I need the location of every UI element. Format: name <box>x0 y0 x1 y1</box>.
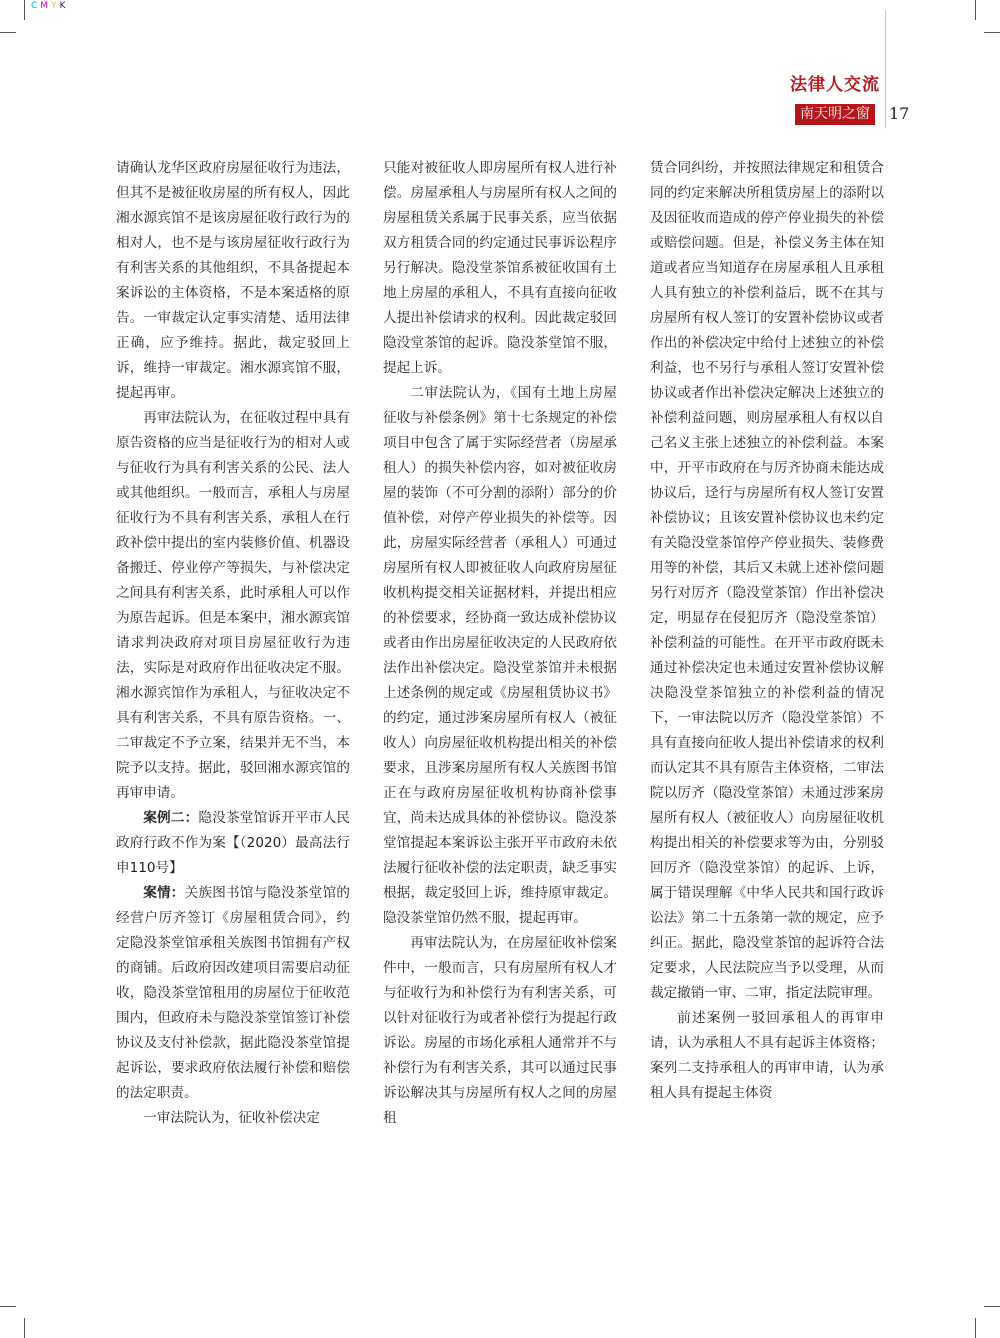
facts-heading: 案情： <box>143 885 185 901</box>
crop-mark-bottom-right-v <box>975 1318 976 1338</box>
paragraph <box>116 881 350 1106</box>
crop-mark-top-left-v <box>24 0 25 20</box>
paragraph-text: 一审法院认为，征收补偿决定 <box>143 1110 320 1126</box>
color-registration-bar <box>30 0 67 12</box>
paragraph <box>116 156 350 406</box>
paragraph-text: 隐没茶堂馆诉开平市人民政府行政不作为案【（2020）最高法行申110号】 <box>116 810 350 876</box>
black-mark: K <box>59 1 67 11</box>
crop-mark-top-right-v <box>975 0 976 20</box>
paragraph <box>116 806 350 881</box>
paragraph <box>650 1006 884 1106</box>
column-name-badge: 南天明之窗 <box>795 104 875 125</box>
crop-mark-bottom-left-v <box>24 1318 25 1338</box>
magenta-mark: M <box>40 1 50 11</box>
paragraph-text: 再审法院认为，在房屋征收补偿案件中，一般而言，只有房屋所有权人才与征收行为和补偿行为有利害关系，可以针对征收行为或者补偿行为提起行政诉讼。房屋的市场化承租人通常并不与补偿行为有利害关系，其可以通过民事诉讼解决其与房屋所有权人之间的房屋租 <box>383 935 617 1126</box>
paragraph-text: 关族图书馆与隐没茶堂馆的经营户厉齐签订《房屋租赁合同》，约定隐没茶堂馆承租关族图书馆拥有产权的商铺。后政府因改建项目需要启动征收，隐没茶堂馆租用的房屋位于征收范围内，但政府未与隐没茶堂馆签订补偿协议及支付补偿款，据此隐没茶堂馆提起诉讼，要求政府依法履行补偿和赔偿的法定职责。 <box>116 885 350 1101</box>
paragraph <box>650 156 884 1006</box>
paragraph-text: 再审法院认为，在征收过程中具有原告资格的应当是征收行为的相对人或与征收行为具有利害关系的公民、法人或其他组织。一般而言，承租人与房屋征收行为不具有利害关系，承租人在行政补偿中提出的室内装修价值、机器设备搬迁、停业停产等损失，与补偿决定之间具有利害关系，此时承租人可以作为原告起诉。但是本案中，湘水源宾馆请求判决政府对项目房屋征收行为违法，实际是对政府作出征收决定不服。湘水源宾馆作为承租人，与征收决定不具有利害关系，不具有原告资格。一、二审裁定不予立案，结果并无不当，本院予以支持。据此，驳回湘水源宾馆的再审申请。 <box>116 410 350 801</box>
paragraph <box>383 381 617 931</box>
case-heading: 案例二： <box>143 810 199 826</box>
crop-mark-bottom-right-h <box>984 1306 1000 1307</box>
text-column-1 <box>116 156 350 1246</box>
text-column-3 <box>650 156 884 1246</box>
crop-mark-bottom-left-h <box>0 1306 16 1307</box>
paragraph-text: 赁合同纠纷，并按照法律规定和租赁合同的约定来解决所租赁房屋上的添附以及因征收而造成的停产停业损失的补偿或赔偿问题。但是，补偿义务主体在知道或者应当知道存在房屋承租人且承租人具有独立的补偿利益后，既不在其与房屋所有权人签订的安置补偿协议或者作出的补偿决定中给付上述独立的补偿利益，也不另行与承租人签订安置补偿协议或者作出补偿决定解决上述独立的补偿利益问题，则房屋承租人有权以自己名义主张上述独立的补偿利益。本案中，开平市政府在与厉齐协商未能达成协议后，迳行与房屋所有权人签订安置补偿协议；且该安置补偿协议也未约定有关隐没堂茶馆停产停业损失、装修费用等的补偿，其后又未就上述补偿问题另行对厉齐（隐没堂茶馆）作出补偿决定，明显存在侵犯厉齐（隐没堂茶馆）补偿利益的可能性。在开平市政府既未通过补偿决定也未通过安置补偿协议解决隐没堂茶馆独立的补偿利益的情况下，一审法院以厉齐（隐没堂茶馆）不具有直接向征收人提出补偿请求的权利而认定其不具有原告主体资格，二审法院以厉齐（隐没堂茶馆）未通过涉案房屋所有权人（被征收人）向房屋征收机构提出相关的补偿要求等为由，分别驳回厉齐（隐没堂茶馆）的起诉、上诉，属于错误理解《中华人民共和国行政诉讼法》第二十五条第一款的规定，应予纠正。据此，隐没堂茶馆的起诉符合法定要求，人民法院应当予以受理，从而裁定撤销一审、二审，指定法院审理。 <box>650 160 884 1001</box>
paragraph-text: 二审法院认为，《国有土地上房屋征收与补偿条例》第十七条规定的补偿项目中包含了属于实际经营者（房屋承租人）的损失补偿内容，如对被征收房屋的装饰（不可分割的添附）部分的价值补偿，对停产停业损失的补偿等。因此，房屋实际经营者（承租人）可通过房屋所有权人即被征收人向政府房屋征收机构提交相关证据材料，并提出相应的补偿要求，经协商一致达成补偿协议或者由作出房屋征收决定的人民政府依法作出补偿决定。隐没堂茶馆并未根据上述条例的规定或《房屋租赁协议书》的约定，通过涉案房屋所有权人（被征收人）向房屋征收机构提出相关的补偿要求，且涉案房屋所有权人关族图书馆正在与政府房屋征收机构协商补偿事宜，尚未达成具体的补偿协议。隐没茶堂馆提起本案诉讼主张开平市政府未依法履行征收补偿的法定职责，缺乏事实根据，裁定驳回上诉，维持原审裁定。隐没茶堂馆仍然不服，提起再审。 <box>383 385 617 926</box>
text-column-2 <box>383 156 617 1246</box>
paragraph-text: 请确认龙华区政府房屋征收行为违法，但其不是被征收房屋的所有权人，因此湘水源宾馆不是该房屋征收行政行为的相对人，也不是与该房屋征收行政行为有利害关系的其他组织，不具备提起本案诉讼的主体资格，不是本案适格的原告。一审裁定认定事实清楚、适用法律正确，应予维持。据此，裁定驳回上诉，维持一审裁定。湘水源宾馆不服，提起再审。 <box>116 160 350 401</box>
paragraph-text: 前述案例一驳回承租人的再审申请，认为承租人不具有起诉主体资格；案列二支持承租人的再审申请，认为承租人具有提起主体资 <box>650 1010 884 1101</box>
section-title: 法律人交流 <box>790 75 880 95</box>
header-divider-line <box>885 10 886 128</box>
crop-mark-top-right-h <box>984 32 1000 33</box>
yellow-mark: Y <box>51 1 58 11</box>
crop-mark-top-left-h <box>0 32 16 33</box>
paragraph <box>116 406 350 806</box>
paragraph-text: 只能对被征收人即房屋所有权人进行补偿。房屋承租人与房屋所有权人之间的房屋租赁关系属于民事关系，应当依据双方租赁合同的约定通过民事诉讼程序另行解决。隐没堂茶馆系被征收国有土地上房屋的承租人，不具有直接向征收人提出补偿请求的权利。因此裁定驳回隐没堂茶馆的起诉。隐没茶堂馆不服，提起上诉。 <box>383 160 617 376</box>
cyan-mark: C <box>31 1 39 11</box>
paragraph <box>116 1106 350 1131</box>
paragraph <box>383 156 617 381</box>
paragraph <box>383 931 617 1131</box>
page-number: 17 <box>889 104 910 123</box>
